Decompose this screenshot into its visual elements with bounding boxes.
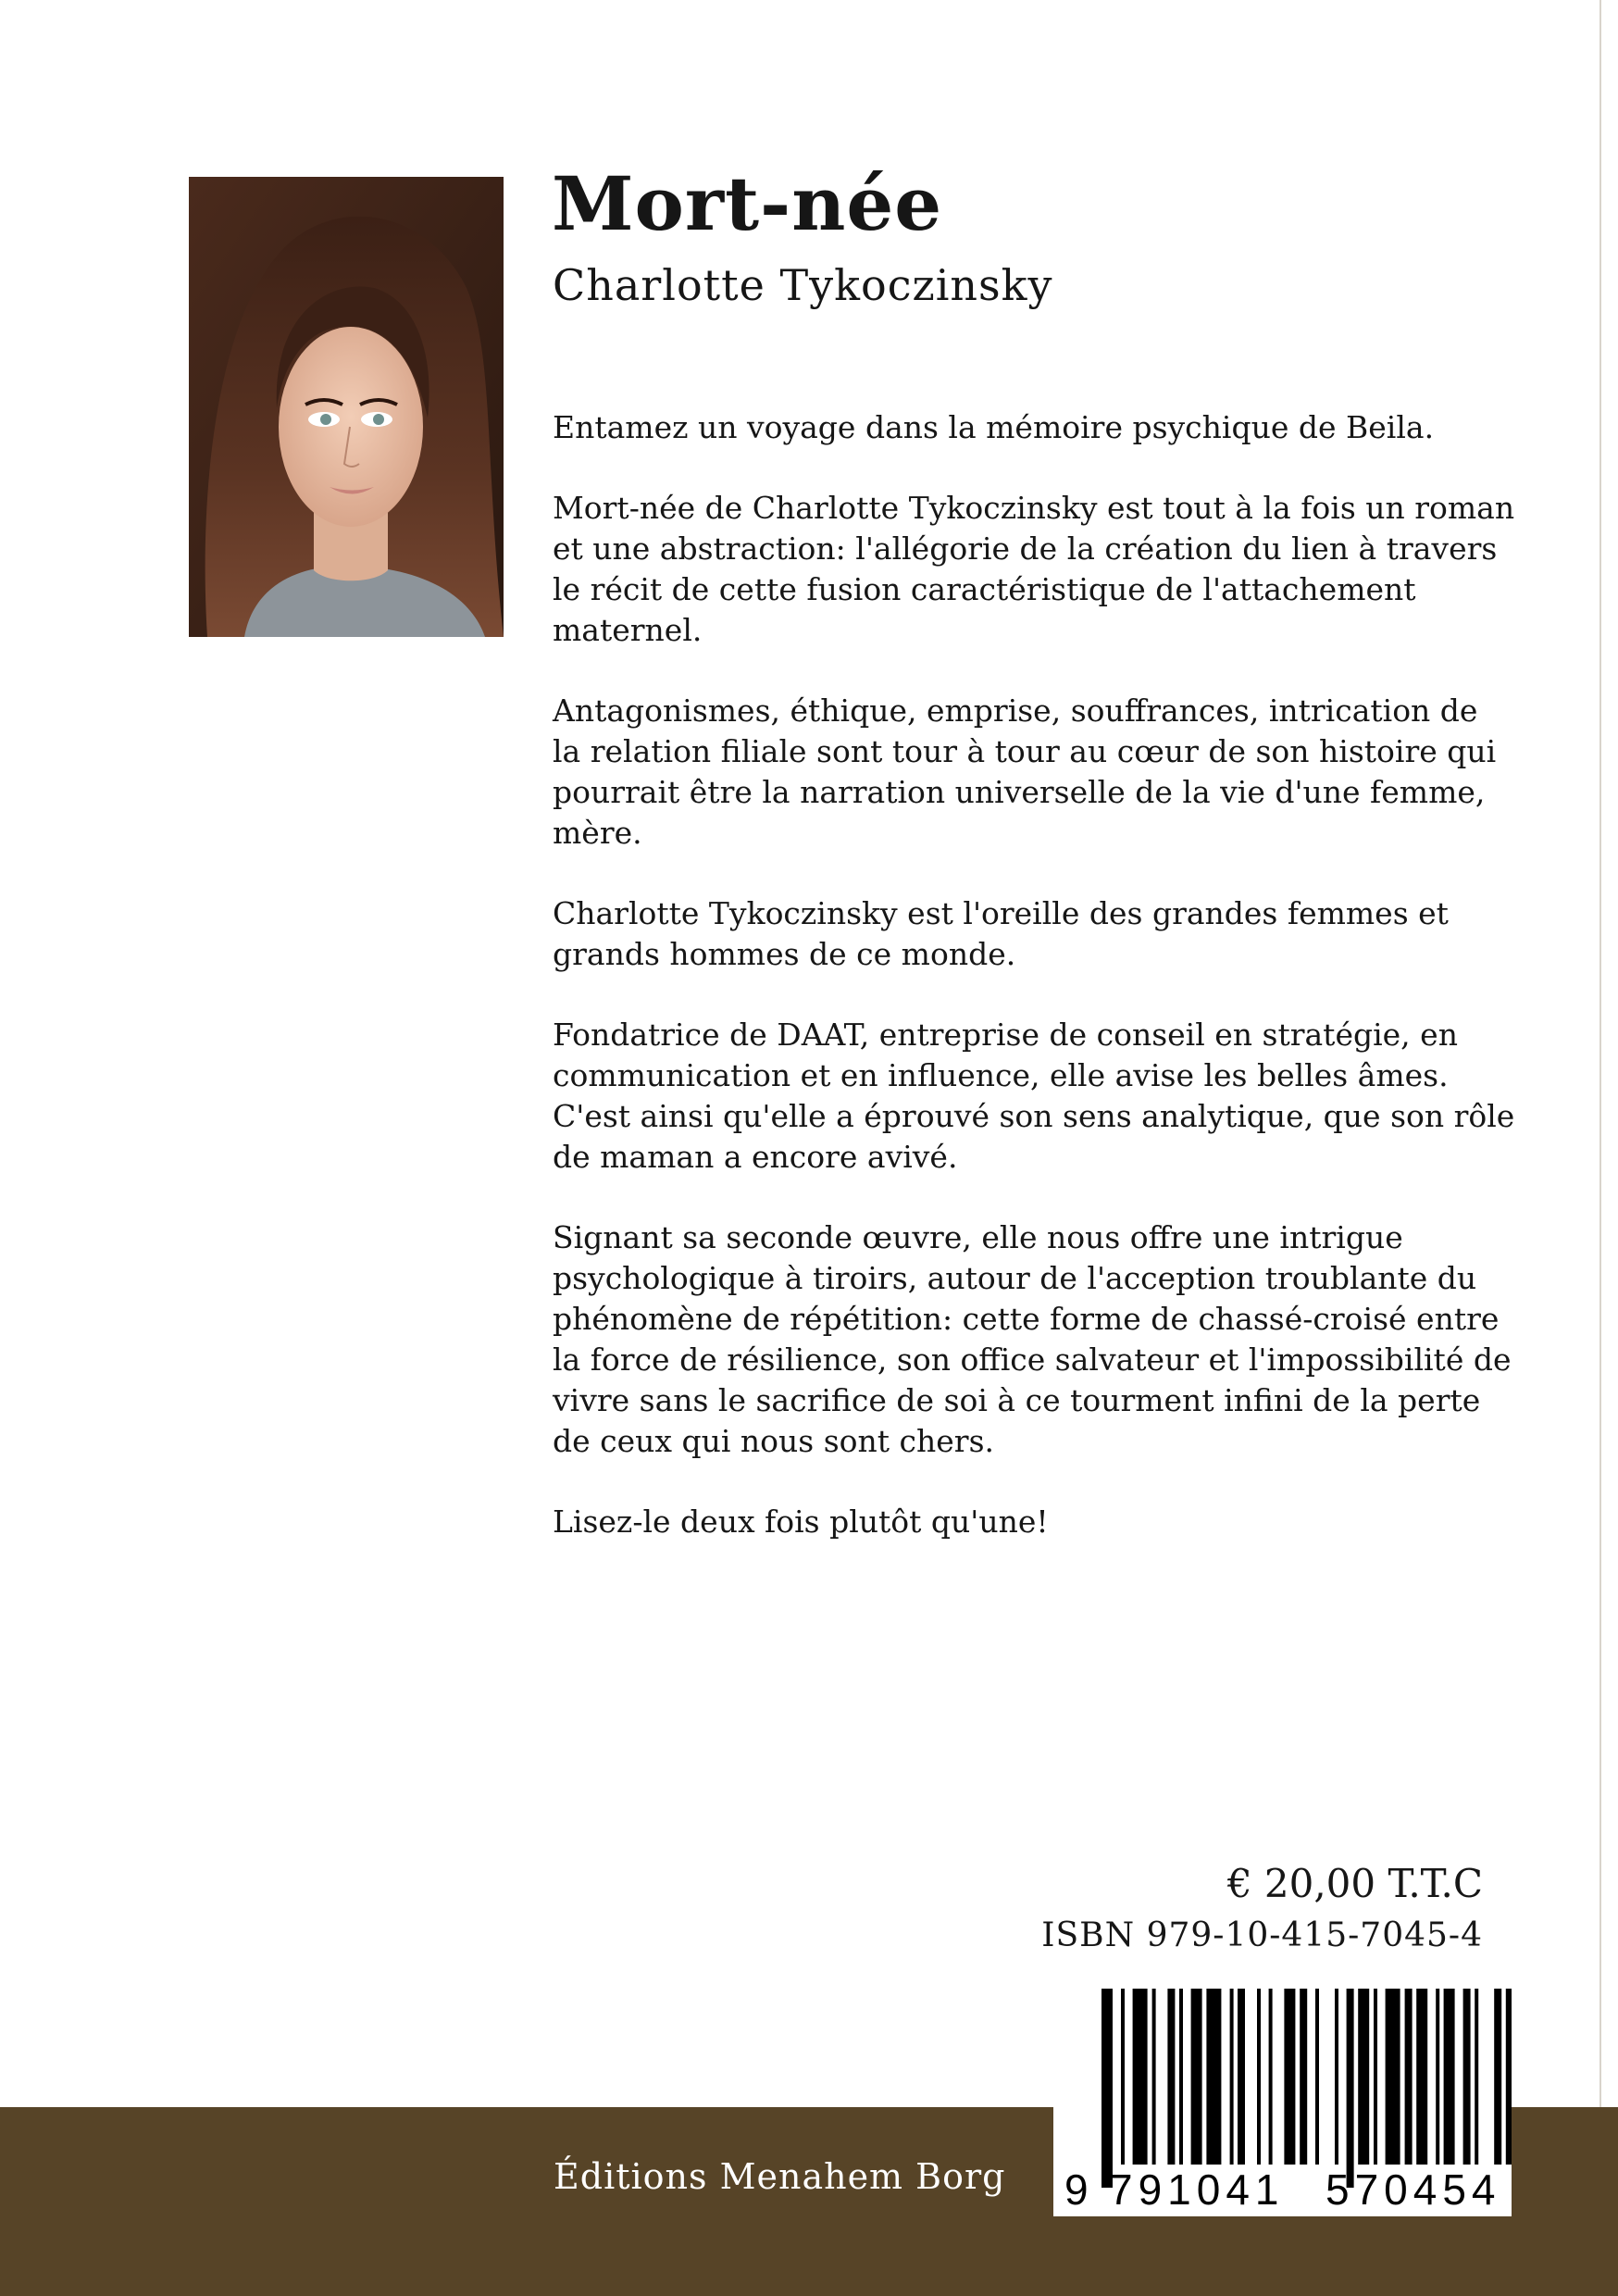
- blurb-paragraph: Fondatrice de DAAT, entreprise de conseil en stratégie, en communication et en influence, elle avise les belles âmes. C'est ainsi qu'elle a éprouvé son sens analytique, que son rôle de maman a encore avivé.: [553, 1017, 1515, 1175]
- barcode-bar: [1405, 1989, 1413, 2165]
- back-cover-blurb: [553, 407, 1515, 1582]
- barcode-bar: [1206, 1989, 1221, 2165]
- blurb-paragraph: Mort-née de Charlotte Tykoczinsky est tout à la fois un roman et une abstraction: l'allégorie de la création du lien à travers le récit de cette fusion caractéristique de l'attachement maternel.: [553, 490, 1515, 648]
- author-photo: [189, 177, 504, 637]
- barcode-bar: [1347, 1989, 1354, 2188]
- barcode-bar: [1179, 1989, 1183, 2165]
- barcode-bar: [1300, 1989, 1307, 2165]
- barcode-bar: [1269, 1989, 1273, 2165]
- blurb-paragraph: Signant sa seconde œuvre, elle nous offre une intrigue psychologique à tiroirs, autour de l'acception troublante du phénomène de répétition: cette forme de chassé-croisé entre la force de résilience, son office salvateur et l'impossibilité de vivre sans le sacrifice de soi à ce tourment infini de la perte de ceux qui nous sont chers.: [553, 1219, 1512, 1459]
- blurb-paragraph: Lisez-le deux fois plutôt qu'une!: [553, 1504, 1049, 1540]
- barcode-bar: [1101, 1989, 1113, 2188]
- barcode-bar: [1315, 1989, 1319, 2165]
- blurb-paragraph: Antagonismes, éthique, emprise, souffrances, intrication de la relation filiale sont tour à tour au cœur de son histoire qui pourrait être la narration universelle de la vie d'une femme, mère.: [553, 693, 1497, 851]
- barcode-bar: [1494, 1989, 1501, 2165]
- barcode-bar: [1374, 1989, 1377, 2165]
- barcode-bar: [1191, 1989, 1202, 2165]
- barcode-bar: [1167, 1989, 1175, 2165]
- barcode-bar: [1152, 1989, 1156, 2165]
- barcode-bar: [1257, 1989, 1261, 2165]
- publisher-name: Éditions Menahem Borg: [554, 2156, 1006, 2197]
- barcode-bar: [1386, 1989, 1400, 2165]
- barcode: [1053, 1978, 1512, 2216]
- barcode-bar: [1121, 1989, 1125, 2165]
- barcode-bar: [1475, 1989, 1478, 2165]
- barcode-bar: [1335, 1989, 1338, 2165]
- barcode-bar: [1230, 1989, 1234, 2165]
- barcode-bar: [1133, 1989, 1148, 2165]
- barcode-left-group: 791041: [1109, 2165, 1285, 2214]
- barcode-bar: [1444, 1989, 1455, 2165]
- barcode-bar: [1463, 1989, 1471, 2165]
- barcode-right-group: 570454: [1326, 2165, 1501, 2214]
- isbn-label: ISBN 979-10-415-7045-4: [1041, 1916, 1483, 1954]
- blurb-paragraph: Charlotte Tykoczinsky est l'oreille des grandes femmes et grands hommes de ce monde.: [553, 895, 1449, 972]
- barcode-bar: [1358, 1989, 1369, 2165]
- barcode-bar: [1506, 1989, 1512, 2165]
- barcode-bar: [1436, 1989, 1439, 2165]
- price-label: € 20,00 T.T.C: [1226, 1861, 1483, 1906]
- barcode-digits: [1064, 2166, 1509, 2213]
- barcode-bar: [1238, 1989, 1245, 2165]
- barcode-first-digit: 9: [1064, 2165, 1089, 2214]
- book-title: Mort-née: [552, 160, 943, 247]
- author-name: Charlotte Tykoczinsky: [553, 260, 1053, 310]
- blurb-paragraph: Entamez un voyage dans la mémoire psychique de Beila.: [553, 409, 1435, 445]
- page-edge-line: [1599, 0, 1601, 2107]
- barcode-bar: [1284, 1989, 1295, 2165]
- barcode-bar: [1416, 1989, 1427, 2165]
